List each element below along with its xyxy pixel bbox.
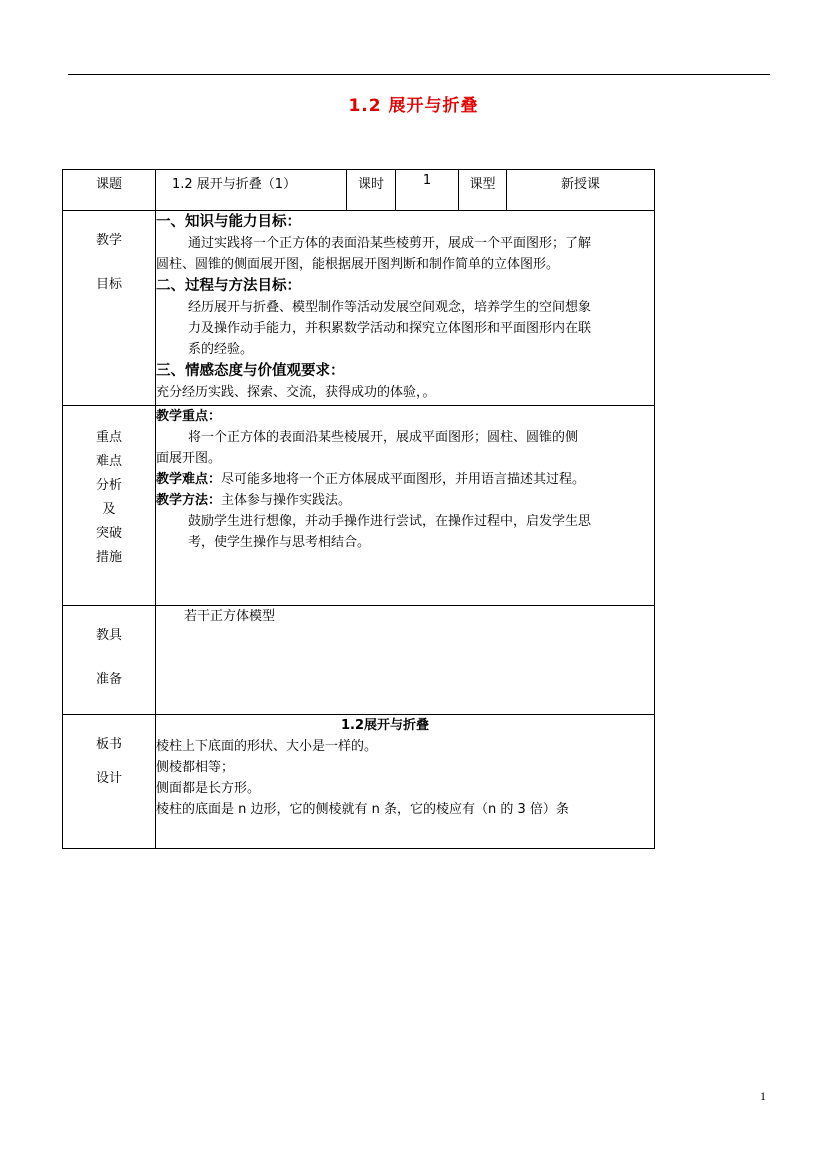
goals-content — [156, 211, 655, 406]
tools-row — [63, 606, 655, 715]
lesson-plan-table — [62, 169, 655, 849]
tools-content — [156, 606, 655, 715]
board-label-cell — [63, 715, 156, 849]
tools-label-2: 准备 — [95, 672, 122, 687]
goals-label-cell — [63, 211, 156, 406]
goal-text: 充分经历实践、探索、交流，获得成功的体验，。 — [156, 385, 436, 400]
document-title: 1.2 展开与折叠 — [348, 96, 479, 116]
topic-row — [63, 170, 655, 211]
method-label: 教学方法： — [156, 493, 222, 508]
focus-label: 重点 — [95, 430, 122, 445]
goals-label-1: 教学 — [95, 233, 122, 248]
key-point-label: 教学重点： — [156, 409, 222, 424]
hours-label: 课时 — [347, 170, 396, 211]
goals-label-2: 目标 — [95, 277, 122, 292]
goal-heading-attitude: 三、情感态度与价值观要求： — [156, 363, 345, 379]
board-label-1: 板书 — [95, 737, 122, 752]
tools-label-cell — [63, 606, 156, 715]
board-title: 1.2展开与折叠 — [340, 718, 430, 733]
hours-value: 1 — [396, 170, 459, 211]
board-content — [156, 715, 655, 849]
goals-row — [63, 211, 655, 406]
focus-label-cell — [63, 406, 156, 606]
tools-text: 若干正方体模型 — [184, 609, 276, 624]
difficulty-text: 尽可能多地将一个正方体展成平面图形，并用语言描述其过程。 — [221, 472, 586, 487]
focus-label: 突破 — [95, 526, 122, 541]
goal-text: 经历展开与折叠、模型制作等活动发展空间观念，培养学生的空间想象 — [188, 300, 592, 315]
focus-label: 措施 — [95, 550, 122, 565]
goal-heading-knowledge: 一、知识与能力目标： — [156, 214, 301, 230]
board-line: 侧棱都相等； — [156, 760, 235, 775]
topic-label: 课题 — [63, 170, 156, 211]
goal-text: 系的经验。 — [188, 342, 254, 357]
page-number: 1 — [760, 1089, 766, 1103]
board-line: 棱柱上下底面的形状、大小是一样的。 — [156, 739, 378, 754]
board-row — [63, 715, 655, 849]
focus-row — [63, 406, 655, 606]
focus-label: 及 — [102, 502, 116, 517]
focus-content — [156, 406, 655, 606]
goal-text: 圆柱、圆锥的侧面展开图，能根据展开图判断和制作简单的立体图形。 — [156, 257, 560, 272]
method-detail: 考，使学生操作与思考相结合。 — [188, 535, 371, 550]
key-point-text: 将一个正方体的表面沿某些棱展开，展成平面图形；圆柱、圆锥的侧 — [188, 430, 579, 445]
tools-label-1: 教具 — [95, 628, 122, 643]
header-rule — [68, 74, 770, 75]
method-line — [156, 490, 654, 511]
method-text: 主体参与操作实践法。 — [221, 493, 352, 508]
focus-label: 分析 — [95, 478, 122, 493]
goal-heading-process: 二、过程与方法目标： — [156, 278, 301, 294]
focus-label: 难点 — [95, 454, 122, 469]
difficulty-label: 教学难点： — [156, 472, 222, 487]
method-detail: 鼓励学生进行想像，并动手操作进行尝试，在操作过程中，启发学生思 — [188, 514, 592, 529]
topic-value: 1.2 展开与折叠（1） — [156, 170, 347, 211]
board-label-2: 设计 — [95, 771, 122, 786]
board-line: 棱柱的底面是 n 边形，它的侧棱就有 n 条，它的棱应有（n 的 3 倍）条 — [156, 802, 569, 817]
type-label: 课型 — [459, 170, 507, 211]
board-line: 侧面都是长方形。 — [156, 781, 261, 796]
goal-text: 力及操作动手能力，并积累数学活动和探究立体图形和平面图形内在联 — [188, 321, 592, 336]
goal-text: 通过实践将一个正方体的表面沿某些棱剪开，展成一个平面图形；了解 — [188, 236, 592, 251]
key-point-text: 面展开图。 — [156, 451, 222, 466]
difficulty-line — [156, 469, 654, 490]
type-value: 新授课 — [507, 170, 655, 211]
